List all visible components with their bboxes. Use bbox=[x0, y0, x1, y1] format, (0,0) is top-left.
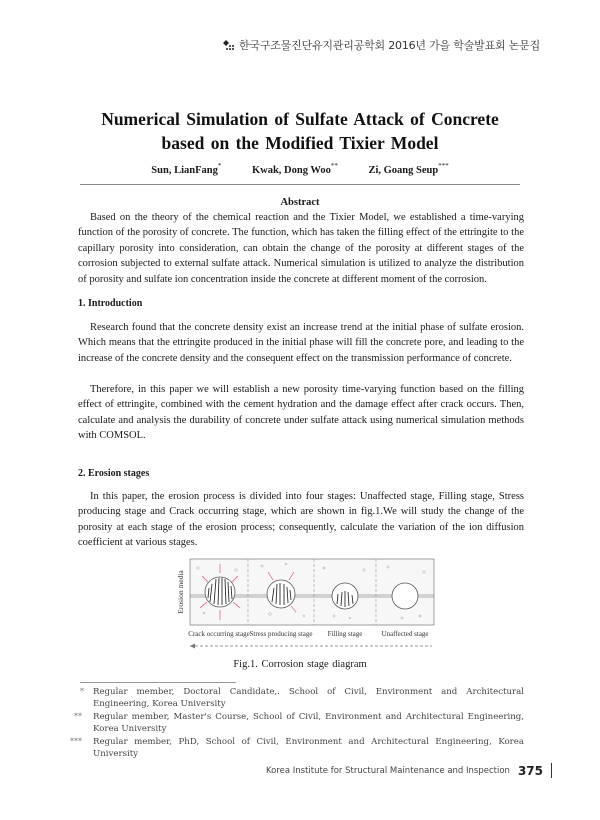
title-line-1: Numerical Simulation of Sulfate Attack of Concrete bbox=[101, 109, 499, 129]
stage-label-unaffected: Unaffected stage bbox=[381, 630, 429, 638]
stage-label-crack: Crack occurring stage bbox=[188, 630, 250, 638]
page-footer bbox=[266, 763, 552, 778]
footnote-1: * Regular member, Doctoral Candidate,. School of Civil, Environment and Architectural Engineering, Korea University bbox=[80, 687, 524, 710]
footnote-3: *** Regular member, PhD, School of Civil, Environment and Architectural Engineering, Korea University bbox=[70, 736, 524, 760]
figure-caption: Fig.1. Corrosion stage diagram bbox=[233, 659, 367, 670]
footnote-2: ** Regular member, Master's Course, School of Civil, Environment and Architectural Engineering, Korea University bbox=[74, 711, 524, 735]
title-divider bbox=[80, 184, 520, 185]
title-line-2: based on the Modified Tixier Model bbox=[161, 133, 439, 153]
footer-organization: Korea Institute for Structural Maintenance and Inspection bbox=[265, 765, 510, 776]
paper-title bbox=[40, 107, 560, 155]
stage-label-filling: Filling stage bbox=[327, 630, 363, 638]
footnote-divider bbox=[80, 682, 236, 683]
diamond-grid-icon bbox=[223, 40, 235, 51]
author-3: Zi, Goang Seup*** bbox=[368, 162, 449, 176]
page-number: 375 bbox=[517, 763, 543, 778]
author-1: Sun, LianFang* bbox=[151, 162, 222, 176]
author-list bbox=[40, 162, 560, 176]
abstract-heading: Abstract bbox=[280, 197, 320, 208]
erosion-stages-paragraph: In this paper, the erosion process is divided into four stages: Unaffected stage, Filling stage, Stress producing stage and Crack occurring stage, which are shown in fig.1.We will study the change of the porosity at each stage of the erosion process; consequently, calculate the variation of the ion diffusion coefficient at various stages. bbox=[78, 491, 524, 549]
abstract-text: Based on the theory of the chemical reaction and the Tixier Model, we established a time-varying function of the porosity of concrete. The function, which has taken the filling effect of the ettringite to the capillary porosity into consideration, can obtain the change of the porosity at different stages of the corrosion subjected to external sulfate attack. Numerical simulation is utilized to analyze the distribution of porosity and sulfate ion concentration inside the concrete at different moment of the corrosion. bbox=[78, 212, 524, 285]
header-text: 한국구조물진단유지관리공학회 2016년 가을 학술발표회 논문집 bbox=[238, 39, 540, 52]
running-header bbox=[223, 37, 540, 53]
footnotes bbox=[70, 686, 524, 760]
section-heading-erosion-stages: 2. Erosion stages bbox=[78, 468, 150, 479]
corrosion-stage-figure bbox=[174, 558, 436, 654]
section-heading-introduction: 1. Introduction bbox=[78, 298, 143, 309]
introduction-paragraph-1: Research found that the concrete density exist an increase trend at the initial phase of sulfate erosion. Which means that the ettringite produced in the initial phase will fill the concrete pore, and leading to the increase of the concrete density and the consequent effect on the transmission performance of concrete. bbox=[78, 322, 524, 364]
stage-label-stress: Stress producing stage bbox=[249, 630, 313, 638]
figure-y-label: Erosion media bbox=[176, 570, 185, 614]
footer-divider bbox=[551, 763, 552, 778]
author-2: Kwak, Dong Woo** bbox=[251, 162, 338, 176]
introduction-paragraph-2: Therefore, in this paper we will establish a new porosity time-varying function based on the filling effect of ettringite, combined with the cement hydration and the damage effect after crack occurs. Then, calculate and analysis the durability of concrete under sulfate attack using numerical simulation methods with COMSOL. bbox=[78, 384, 524, 442]
